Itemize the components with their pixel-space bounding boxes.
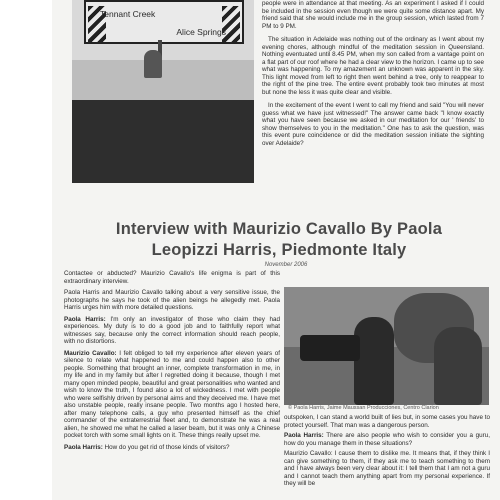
top-paragraph-2: The situation in Adelaide was nothing out of the ordinary as I went about my evening chores, although mindful of the meditation session in Queensland. Nothing eventuated until 8.45 PM, when my son called from a vantage point on a flat part of our roof where he had a clear view to the horizon. I came up to see what was happening. To my amazement an unknown was apparent in the sky. This light moved from left to right then went behind a tree, only to reappear to the right of the pine tree. The entire event probably took two minutes at most but none the less it was quite clear and visible. xyxy=(262,36,484,96)
right-paragraph-1: outspoken, I can stand a world built of lies but, in some cases you have to protect yourself. That man was a dangerous person. xyxy=(284,414,490,429)
road-sign xyxy=(84,0,244,44)
speaker-paola-3: Paola Harris: xyxy=(284,432,324,439)
top-article-column xyxy=(262,0,484,153)
interviewee-figure xyxy=(434,327,482,405)
sign-label-left: Tennant Creek xyxy=(100,9,156,19)
question-3 xyxy=(284,432,490,447)
cameraman-figure xyxy=(354,317,394,405)
answer-3 xyxy=(284,450,490,488)
article-headline xyxy=(64,219,494,261)
question-3-text: There are also people who wish to consider you a guru, how do you manage them in these situations? xyxy=(284,432,490,447)
answer-3-text: I cause them to dislike me. It means that, if they think I can give something to them, if they ask me to teach something to them and I have always been very clear about it: I tell them that I am not a guru and I cannot teach them anything apart from my personal experience. If they will be xyxy=(284,450,491,487)
article-date: November 2006 xyxy=(264,262,308,268)
scan-margin xyxy=(0,0,52,500)
question-1-text: I'm only an investigator of those who claim they had experiences. My duty is to do a good job and to faithfully report what witnesses say, because only the correct information should reach people, with no distortions. xyxy=(64,315,280,345)
interview-photo xyxy=(284,287,489,405)
question-1 xyxy=(64,316,280,346)
right-body-column xyxy=(284,414,490,491)
question-2 xyxy=(64,444,280,452)
question-2-text: How do you get rid of those kinds of visitors? xyxy=(104,443,230,451)
video-camera xyxy=(300,335,360,361)
speaker-paola-2: Paola Harris: xyxy=(64,443,103,451)
sign-label-right: Alice Springs xyxy=(176,27,226,37)
photo-ground xyxy=(72,60,254,100)
speaker-maurizio: Maurizio Cavallo: xyxy=(64,349,117,357)
answer-1-text: I felt obliged to tell my experience after eleven years of silence to relate what happened to me and could happen also to other people. Something that brought an inner, complete transformation in me, in my life and in my family but after I regretted doing it because, though I met many open minded people, beautiful and great personalities who wanted and wish to know the truth, I found also a lot of wickedness. I met with people who were selfishly driven by personal aims and they deceived me. I have met also unstable people, really insane people. Two months ago I hosted here, after many telephone calls, a guy who presented himself as the chief commander of the extraterrestrial fleet and, to demonstrate he was a real alien, he showed me what he called a laser beam, but it was only a Chinese pocket torch with some small lights on it. These things really upset me. xyxy=(64,349,280,439)
left-body-column xyxy=(64,270,280,455)
top-paragraph-3: In the excitement of the event I went to call my friend and said "You will never guess what we have just witnessed!" The answer came back "I know exactly what you have seen because we asked in our meditation for our ' friends' to show themselves to you in the meditation." One has to ask the question, was this event pure coincidence or did the meditation session initiate the sighting over Adelaide? xyxy=(262,102,484,147)
speaker-paola: Paola Harris: xyxy=(64,315,106,323)
answer-1 xyxy=(64,350,280,440)
speaker-maurizio-3: Maurizio Cavallo: xyxy=(284,450,333,457)
intro-paragraph-2: Paola Harris and Maurizio Cavallo talking about a very sensitive issue, the photographs he says he took of the alien beings he allegedly met. Paola Harris urges him with more detailed questions. xyxy=(64,289,280,311)
photo-shadow xyxy=(72,100,254,183)
photo-credit: © Paola Harris, Jaime Maussan Producciones, Centro Clarion xyxy=(288,405,439,411)
intro-paragraph: Contactee or abducted? Maurizio Cavallo's life enigma is part of this extraordinary interview. xyxy=(64,270,280,285)
top-paragraph-1: people were in attendance at that meeting. As an experiment I asked if I could be included in the session even though we were quite some distance apart. My friend said that she would include me in the group session, which lasted from 7 PM to 9 PM. xyxy=(262,0,484,30)
headline-line-2: Leopizzi Harris, Piedmonte Italy xyxy=(151,241,407,259)
person-figure xyxy=(144,50,162,78)
road-sign-photo xyxy=(72,0,254,183)
headline-line-1: Interview with Maurizio Cavallo By Paola xyxy=(115,220,443,238)
